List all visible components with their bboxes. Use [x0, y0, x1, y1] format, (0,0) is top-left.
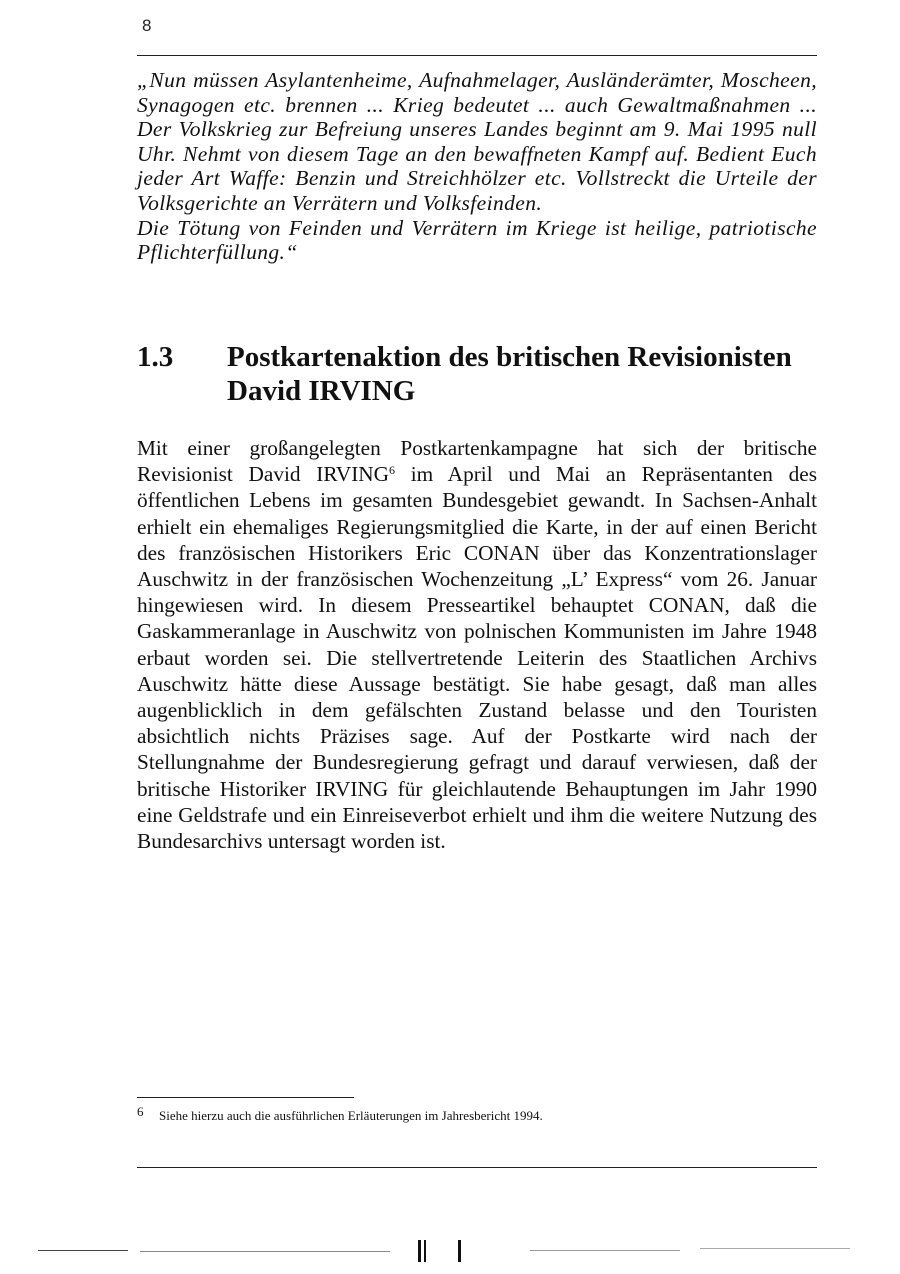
- quote-paragraph: Die Tötung von Feinden und Verrätern im Kriege ist heilige, patriotische Pflichterfüllung.“: [137, 215, 817, 265]
- bottom-rule: [137, 1167, 817, 1168]
- quote-block: [137, 68, 817, 265]
- scan-line: [700, 1248, 850, 1249]
- scan-bar: [424, 1240, 426, 1262]
- header-rule: [137, 55, 817, 56]
- footnote-text: Siehe hierzu auch die ausführlichen Erläuterungen im Jahresbericht 1994.: [159, 1108, 543, 1123]
- footnote-mark: 6: [137, 1104, 144, 1119]
- section-number: 1.3: [137, 341, 174, 373]
- body-text: [137, 435, 817, 854]
- quote-paragraph: „Nun müssen Asylantenheime, Aufnahmelager, Ausländerämter, Moscheen, Synagogen etc. brennen ... Krieg bedeutet ... auch Gewaltmaßnahmen ... Der Volkskrieg zur Befreiung unseres Landes beginnt am 9. Mai 1995 null Uhr. Nehmt von diesem Tage an den bewaffneten Kampf auf. Bedient Euch jeder Art Waffe: Benzin und Streichhölzer etc. Vollstreckt die Urteile der Volksgerichte an Verrätern und Volksfeinden.: [137, 68, 817, 215]
- scan-bar: [418, 1240, 421, 1262]
- scan-line: [140, 1251, 390, 1252]
- scan-line: [38, 1250, 128, 1251]
- section-heading: [137, 340, 827, 408]
- scan-artifacts: [0, 1250, 900, 1274]
- body-paragraph: [137, 435, 817, 854]
- footnote-reference: 6: [389, 463, 396, 478]
- body-text-part: im April und Mai an Repräsentanten des öffentlichen Lebens im gesamten Bundesgebiet gewandt. In Sachsen-Anhalt erhielt ein ehemaliges Regierungsmitglied die Karte, in der auf einen Bericht des französischen Historikers Eric CONAN über das Konzentrationslager Auschwitz in der französischen Wochenzeitung „L’ Express“ vom 26. Januar hingewiesen wird. In diesem Presseartikel behauptet CONAN, daß die Gaskammeranlage in Auschwitz von polnischen Kommunisten im Jahre 1948 erbaut worden sei. Die stellvertretende Leiterin des Staatlichen Archivs Auschwitz hätte diese Aussage bestätigt. Sie habe gesagt, daß man alles augenblicklich in dem gefälschten Zustand belasse und den Touristen absichtlich nichts Präzises sage. Auf der Postkarte wird nach der Stellungnahme der Bundesregierung gefragt und darauf verwiesen, daß der britische Historiker IRVING für gleichlautende Behauptungen im Jahr 1990 eine Geldstrafe und ein Einreiseverbot erhielt und ihm die weitere Nutzung des Bundesarchivs untersagt worden ist.: [137, 462, 817, 854]
- page-number: 8: [142, 16, 152, 35]
- footnote-separator: [137, 1097, 354, 1098]
- body-text-part: Mit einer großangelegten Postkartenkampagne hat sich der britische Revisionist David IRVING: [137, 436, 817, 487]
- section-title: Postkartenaktion des britischen Revisionisten David IRVING: [227, 341, 792, 407]
- scan-line: [530, 1250, 680, 1251]
- scan-bar: [458, 1240, 461, 1262]
- footnote: [137, 1104, 817, 1124]
